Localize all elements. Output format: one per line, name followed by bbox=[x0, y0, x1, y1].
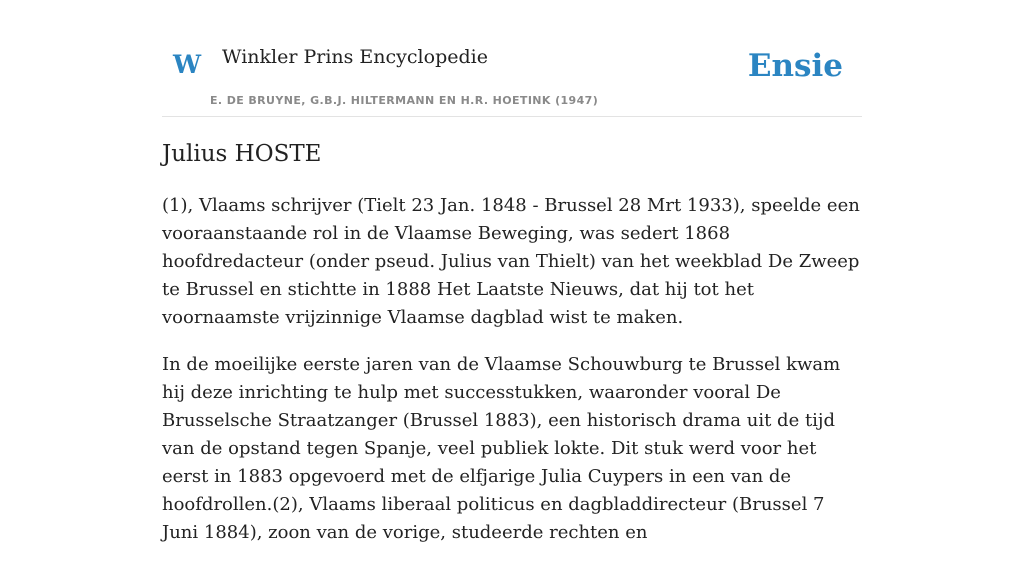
site-title[interactable]: Winkler Prins Encyclopedie bbox=[222, 46, 488, 68]
site-header bbox=[162, 0, 862, 117]
content-container bbox=[162, 0, 862, 543]
article-paragraph: (1), Vlaams schrijver (Tielt 23 Jan. 1848 - Brussel 28 Mrt 1933), speelde een vooraanstaande rol in de Vlaamse Beweging, was sedert 1868 hoofdredacteur (onder pseud. Julius van Thielt) van het weekblad De Zweep te Brussel en stichtte in 1888 Het Laatste Nieuws, dat hij tot het voornaamste vrijzinnige Vlaamse dagblad wist te maken. bbox=[162, 195, 860, 328]
article-title: Julius HOSTE bbox=[162, 141, 322, 167]
ensie-brand-logo[interactable]: Ensie bbox=[747, 48, 843, 84]
article-body bbox=[162, 192, 862, 566]
article-paragraph: In de moeilijke eerste jaren van de Vlaamse Schouwburg te Brussel kwam hij deze inrichting te hulp met successtukken, waaronder vooral De Brusselsche Straatzanger (Brussel 1883), een historisch drama uit de tijd van de opstand tegen Spanje, veel publiek lokte. Dit stuk werd voor het eerst in 1883 opgevoerd met de elfjarige Julia Cuypers in een van de hoofdrollen.(2), Vlaams liberaal politicus en dagbladdirecteur (Brussel 7 Juni 1884), zoon van de vorige, studeerde rechten en bbox=[162, 354, 841, 543]
winkler-prins-logo-icon[interactable]: W bbox=[173, 50, 202, 79]
site-subtitle: E. DE BRUYNE, G.B.J. HILTERMANN EN H.R. HOETINK (1947) bbox=[210, 94, 599, 107]
